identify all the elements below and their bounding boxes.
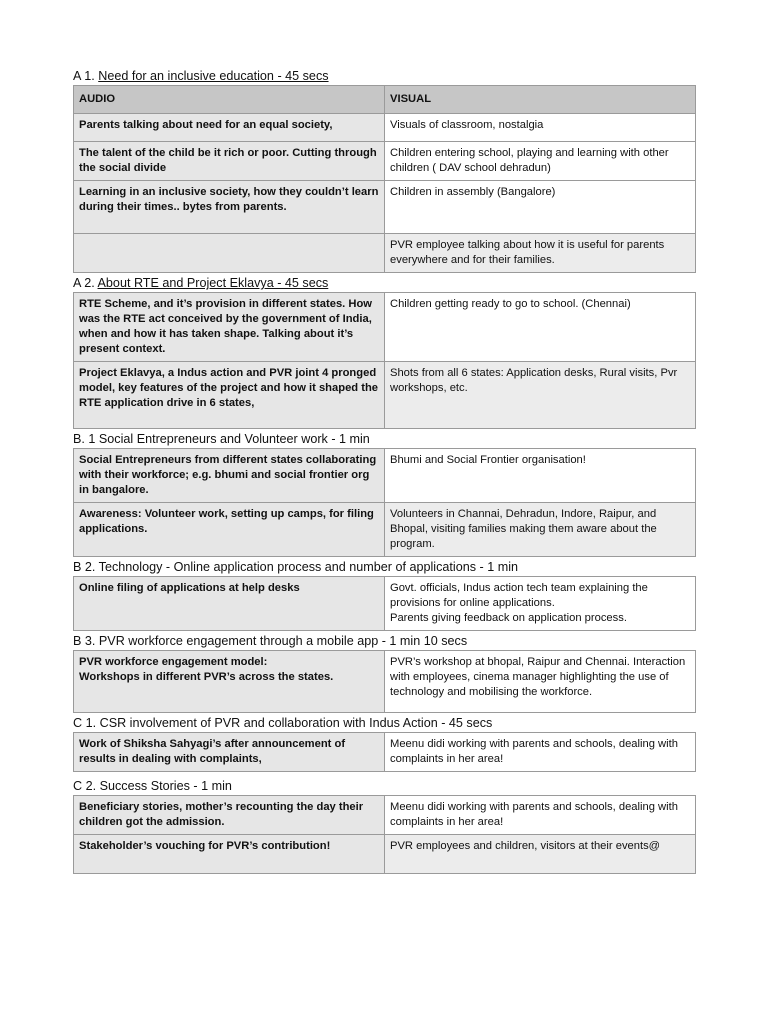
table-row bbox=[74, 503, 696, 557]
table-row bbox=[74, 835, 696, 874]
visual-column-header: VISUAL bbox=[385, 86, 696, 114]
audio-cell: Social Entrepreneurs from different states collaborating with their workforce; e.g. bhumi and social frontier org in bangalore. bbox=[74, 449, 385, 503]
visual-cell: Volunteers in Channai, Dehradun, Indore, Raipur, and Bhopal, visiting families making them aware about the program. bbox=[385, 503, 696, 557]
table-row bbox=[74, 114, 696, 142]
visual-cell: Children in assembly (Bangalore) bbox=[385, 181, 696, 234]
table-row bbox=[74, 234, 696, 273]
table-header-row bbox=[74, 86, 696, 114]
section-heading: About RTE and Project Eklavya - 45 secs bbox=[97, 276, 329, 290]
section-title bbox=[73, 66, 696, 85]
table-row bbox=[74, 142, 696, 181]
table-row bbox=[74, 733, 696, 772]
section-title bbox=[73, 631, 696, 650]
visual-cell: Children entering school, playing and learning with other children ( DAV school dehradun) bbox=[385, 142, 696, 181]
table-row bbox=[74, 577, 696, 631]
visual-cell: Bhumi and Social Frontier organisation! bbox=[385, 449, 696, 503]
visual-cell: PVR employees and children, visitors at their events@ bbox=[385, 835, 696, 874]
table-row bbox=[74, 449, 696, 503]
audio-cell: The talent of the child be it rich or poor. Cutting through the social divide bbox=[74, 142, 385, 181]
section-number: A 1. bbox=[73, 69, 95, 83]
section-heading: B 3. PVR workforce engagement through a mobile app - 1 min 10 secs bbox=[73, 634, 468, 648]
script-table bbox=[73, 795, 696, 874]
script-document bbox=[73, 66, 696, 874]
section-heading: B. 1 Social Entrepreneurs and Volunteer work - 1 min bbox=[73, 432, 370, 446]
section-title bbox=[73, 713, 696, 732]
script-table bbox=[73, 85, 696, 273]
visual-cell: Meenu didi working with parents and schools, dealing with complaints in her area! bbox=[385, 796, 696, 835]
table-row bbox=[74, 293, 696, 362]
table-row bbox=[74, 181, 696, 234]
audio-cell: PVR workforce engagement model: Workshops in different PVR’s across the states. bbox=[74, 651, 385, 713]
section-title bbox=[73, 429, 696, 448]
visual-cell: PVR employee talking about how it is useful for parents everywhere and for their families. bbox=[385, 234, 696, 273]
section-heading: C 1. CSR involvement of PVR and collaboration with Indus Action - 45 secs bbox=[73, 716, 493, 730]
section-title bbox=[73, 776, 696, 795]
audio-cell bbox=[74, 234, 385, 273]
section-number: A 2. bbox=[73, 276, 95, 290]
audio-cell: Awareness: Volunteer work, setting up camps, for filing applications. bbox=[74, 503, 385, 557]
visual-cell: Shots from all 6 states: Application desks, Rural visits, Pvr workshops, etc. bbox=[385, 362, 696, 429]
table-row bbox=[74, 796, 696, 835]
section-heading: Need for an inclusive education - 45 secs bbox=[98, 69, 329, 83]
audio-cell: RTE Scheme, and it’s provision in different states. How was the RTE act conceived by the government of India, when and how it has taken shape. Talking about it’s present context. bbox=[74, 293, 385, 362]
section-heading: B 2. Technology - Online application process and number of applications - 1 min bbox=[73, 560, 518, 574]
script-table bbox=[73, 448, 696, 557]
visual-cell: Govt. officials, Indus action tech team explaining the provisions for online applications. Parents giving feedback on application process. bbox=[385, 577, 696, 631]
script-table bbox=[73, 576, 696, 631]
table-row bbox=[74, 651, 696, 713]
table-row bbox=[74, 362, 696, 429]
audio-column-header: AUDIO bbox=[74, 86, 385, 114]
audio-cell: Project Eklavya, a Indus action and PVR joint 4 pronged model, key features of the project and how it shaped the RTE application drive in 6 states, bbox=[74, 362, 385, 429]
visual-cell: Visuals of classroom, nostalgia bbox=[385, 114, 696, 142]
visual-cell: PVR’s workshop at bhopal, Raipur and Chennai. Interaction with employees, cinema manager highlighting the use of technology and mobilising the workforce. bbox=[385, 651, 696, 713]
audio-cell: Work of Shiksha Sahyagi’s after announcement of results in dealing with complaints, bbox=[74, 733, 385, 772]
visual-cell: Children getting ready to go to school. (Chennai) bbox=[385, 293, 696, 362]
audio-cell: Parents talking about need for an equal society, bbox=[74, 114, 385, 142]
audio-cell: Learning in an inclusive society, how they couldn’t learn during their times.. bytes from parents. bbox=[74, 181, 385, 234]
visual-cell: Meenu didi working with parents and schools, dealing with complaints in her area! bbox=[385, 733, 696, 772]
section-title bbox=[73, 557, 696, 576]
audio-cell: Online filing of applications at help desks bbox=[74, 577, 385, 631]
audio-cell: Beneficiary stories, mother’s recounting the day their children got the admission. bbox=[74, 796, 385, 835]
section-heading: C 2. Success Stories - 1 min bbox=[73, 779, 232, 793]
audio-cell: Stakeholder’s vouching for PVR’s contribution! bbox=[74, 835, 385, 874]
script-table bbox=[73, 732, 696, 772]
section-title bbox=[73, 273, 696, 292]
script-table bbox=[73, 650, 696, 713]
script-table bbox=[73, 292, 696, 429]
